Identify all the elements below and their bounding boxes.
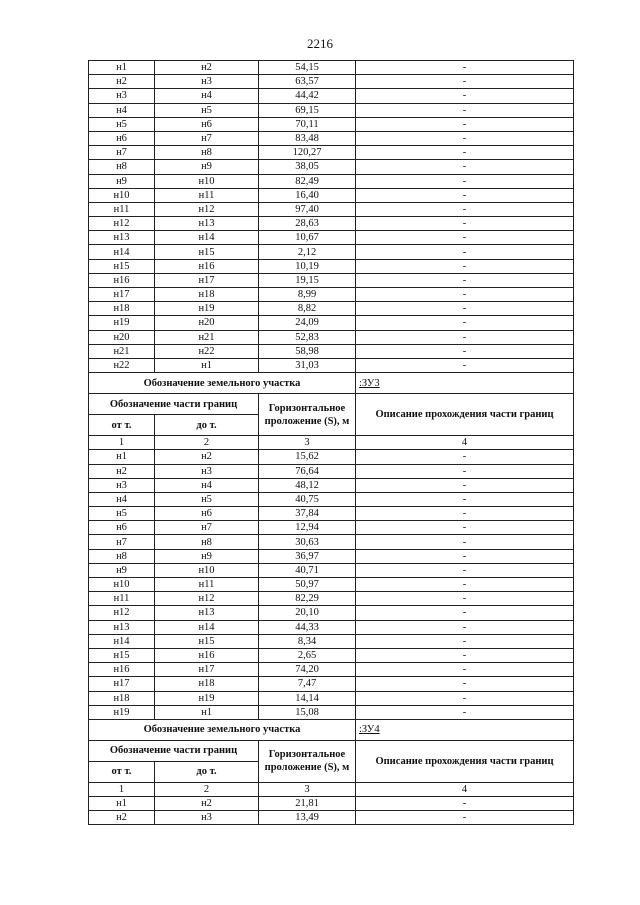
to-point-header: до т. <box>155 415 259 436</box>
to-point-cell: н12 <box>155 592 259 606</box>
description-cell: - <box>356 535 574 549</box>
to-point-cell: н1 <box>155 358 259 372</box>
description-cell: - <box>356 634 574 648</box>
distance-cell: 70,11 <box>259 117 356 131</box>
column-number: 2 <box>155 436 259 450</box>
to-point-cell: н7 <box>155 521 259 535</box>
description-cell: - <box>356 259 574 273</box>
from-point-cell: н18 <box>89 302 155 316</box>
plot-label: Обозначение земельного участка <box>89 719 356 740</box>
distance-cell: 54,15 <box>259 61 356 75</box>
table-row <box>89 677 574 691</box>
distance-cell: 97,40 <box>259 202 356 216</box>
description-cell: - <box>356 620 574 634</box>
from-point-cell: н1 <box>89 61 155 75</box>
from-point-cell: н6 <box>89 131 155 145</box>
distance-cell: 8,99 <box>259 288 356 302</box>
distance-cell: 37,84 <box>259 507 356 521</box>
table-row <box>89 648 574 662</box>
table-row <box>89 273 574 287</box>
from-point-cell: н2 <box>89 464 155 478</box>
from-point-cell: н17 <box>89 288 155 302</box>
from-point-cell: н20 <box>89 330 155 344</box>
description-header: Описание прохождения части границ <box>356 394 574 436</box>
from-point-cell: н16 <box>89 273 155 287</box>
description-cell: - <box>356 648 574 662</box>
table-row <box>89 344 574 358</box>
distance-cell: 31,03 <box>259 358 356 372</box>
description-cell: - <box>356 330 574 344</box>
from-point-cell: н3 <box>89 478 155 492</box>
part-of-boundary-header: Обозначение части границ <box>89 394 259 415</box>
description-cell: - <box>356 273 574 287</box>
table-row <box>89 146 574 160</box>
table-row <box>89 578 574 592</box>
to-point-cell: н1 <box>155 705 259 719</box>
table-row <box>89 691 574 705</box>
to-point-cell: н9 <box>155 549 259 563</box>
column-number-row <box>89 436 574 450</box>
to-point-cell: н10 <box>155 563 259 577</box>
to-point-cell: н15 <box>155 245 259 259</box>
distance-cell: 40,75 <box>259 492 356 506</box>
to-point-cell: н11 <box>155 188 259 202</box>
description-cell: - <box>356 507 574 521</box>
to-point-cell: н14 <box>155 620 259 634</box>
to-point-cell: н12 <box>155 202 259 216</box>
distance-cell: 8,34 <box>259 634 356 648</box>
distance-cell: 40,71 <box>259 563 356 577</box>
from-point-cell: н7 <box>89 146 155 160</box>
from-point-cell: н1 <box>89 797 155 811</box>
table-row <box>89 302 574 316</box>
column-number: 1 <box>89 436 155 450</box>
to-point-cell: н5 <box>155 103 259 117</box>
table-row <box>89 245 574 259</box>
distance-cell: 44,42 <box>259 89 356 103</box>
table-row <box>89 507 574 521</box>
to-point-cell: н8 <box>155 146 259 160</box>
from-point-cell: н5 <box>89 117 155 131</box>
from-point-cell: н8 <box>89 549 155 563</box>
distance-cell: 82,49 <box>259 174 356 188</box>
table-row <box>89 103 574 117</box>
table-row <box>89 521 574 535</box>
from-point-header: от т. <box>89 415 155 436</box>
from-point-cell: н18 <box>89 691 155 705</box>
table-row <box>89 492 574 506</box>
table-row <box>89 535 574 549</box>
description-cell: - <box>356 677 574 691</box>
to-point-cell: н13 <box>155 217 259 231</box>
from-point-cell: н21 <box>89 344 155 358</box>
description-cell: - <box>356 358 574 372</box>
description-cell: - <box>356 288 574 302</box>
table-row <box>89 811 574 825</box>
from-point-cell: н8 <box>89 160 155 174</box>
distance-cell: 50,97 <box>259 578 356 592</box>
from-point-cell: н6 <box>89 521 155 535</box>
to-point-cell: н17 <box>155 663 259 677</box>
to-point-cell: н2 <box>155 450 259 464</box>
to-point-cell: н19 <box>155 691 259 705</box>
to-point-cell: н6 <box>155 117 259 131</box>
to-point-cell: н3 <box>155 464 259 478</box>
table-row <box>89 231 574 245</box>
description-cell: - <box>356 174 574 188</box>
to-point-cell: н8 <box>155 535 259 549</box>
table-row <box>89 797 574 811</box>
from-point-cell: н13 <box>89 620 155 634</box>
from-point-header: от т. <box>89 761 155 782</box>
table-row <box>89 464 574 478</box>
distance-cell: 7,47 <box>259 677 356 691</box>
distance-cell: 8,82 <box>259 302 356 316</box>
description-cell: - <box>356 450 574 464</box>
table-row <box>89 316 574 330</box>
distance-cell: 74,20 <box>259 663 356 677</box>
table-row <box>89 61 574 75</box>
column-number: 3 <box>259 782 356 796</box>
description-cell: - <box>356 302 574 316</box>
from-point-cell: н2 <box>89 75 155 89</box>
distance-cell: 76,64 <box>259 464 356 478</box>
from-point-cell: н15 <box>89 259 155 273</box>
description-cell: - <box>356 188 574 202</box>
plot-code: :ЗУ4 <box>356 719 574 740</box>
column-number: 1 <box>89 782 155 796</box>
distance-cell: 120,27 <box>259 146 356 160</box>
description-cell: - <box>356 344 574 358</box>
to-point-cell: н5 <box>155 492 259 506</box>
plot-title-row <box>89 719 574 740</box>
page-number: 2216 <box>307 36 333 51</box>
to-point-cell: н10 <box>155 174 259 188</box>
column-number: 2 <box>155 782 259 796</box>
from-point-cell: н19 <box>89 316 155 330</box>
from-point-cell: н22 <box>89 358 155 372</box>
distance-cell: 14,14 <box>259 691 356 705</box>
description-cell: - <box>356 663 574 677</box>
description-header: Описание прохождения части границ <box>356 740 574 782</box>
to-point-cell: н14 <box>155 231 259 245</box>
description-cell: - <box>356 316 574 330</box>
plot-code: :ЗУ3 <box>356 373 574 394</box>
header-row <box>89 394 574 415</box>
from-point-cell: н3 <box>89 89 155 103</box>
table-row <box>89 592 574 606</box>
table-row <box>89 174 574 188</box>
boundary-table-body <box>89 61 574 825</box>
description-cell: - <box>356 160 574 174</box>
to-point-cell: н18 <box>155 288 259 302</box>
description-cell: - <box>356 61 574 75</box>
distance-cell: 69,15 <box>259 103 356 117</box>
from-point-cell: н11 <box>89 202 155 216</box>
description-cell: - <box>356 103 574 117</box>
from-point-cell: н9 <box>89 563 155 577</box>
to-point-cell: н4 <box>155 478 259 492</box>
distance-cell: 13,49 <box>259 811 356 825</box>
description-cell: - <box>356 691 574 705</box>
table-row <box>89 606 574 620</box>
distance-cell: 83,48 <box>259 131 356 145</box>
to-point-cell: н19 <box>155 302 259 316</box>
description-cell: - <box>356 89 574 103</box>
table-row <box>89 131 574 145</box>
to-point-cell: н22 <box>155 344 259 358</box>
to-point-cell: н18 <box>155 677 259 691</box>
distance-cell: 44,33 <box>259 620 356 634</box>
table-row <box>89 202 574 216</box>
distance-cell: 19,15 <box>259 273 356 287</box>
plot-title-row <box>89 373 574 394</box>
table-row <box>89 358 574 372</box>
distance-header: Горизонтальное проложение (S), м <box>259 394 356 436</box>
distance-cell: 30,63 <box>259 535 356 549</box>
distance-cell: 2,12 <box>259 245 356 259</box>
from-point-cell: н16 <box>89 663 155 677</box>
table-row <box>89 563 574 577</box>
table-row <box>89 288 574 302</box>
from-point-cell: н13 <box>89 231 155 245</box>
to-point-cell: н17 <box>155 273 259 287</box>
distance-cell: 48,12 <box>259 478 356 492</box>
header-row <box>89 740 574 761</box>
description-cell: - <box>356 549 574 563</box>
description-cell: - <box>356 464 574 478</box>
to-point-cell: н16 <box>155 648 259 662</box>
column-number-row <box>89 782 574 796</box>
from-point-cell: н12 <box>89 217 155 231</box>
table-row <box>89 450 574 464</box>
distance-cell: 10,67 <box>259 231 356 245</box>
from-point-cell: н14 <box>89 634 155 648</box>
description-cell: - <box>356 592 574 606</box>
from-point-cell: н9 <box>89 174 155 188</box>
description-cell: - <box>356 492 574 506</box>
table-row <box>89 217 574 231</box>
description-cell: - <box>356 202 574 216</box>
table-row <box>89 634 574 648</box>
description-cell: - <box>356 797 574 811</box>
distance-cell: 16,40 <box>259 188 356 202</box>
description-cell: - <box>356 606 574 620</box>
to-point-cell: н4 <box>155 89 259 103</box>
to-point-cell: н6 <box>155 507 259 521</box>
description-cell: - <box>356 705 574 719</box>
distance-cell: 20,10 <box>259 606 356 620</box>
description-cell: - <box>356 521 574 535</box>
distance-cell: 15,62 <box>259 450 356 464</box>
to-point-cell: н16 <box>155 259 259 273</box>
to-point-cell: н13 <box>155 606 259 620</box>
part-of-boundary-header: Обозначение части границ <box>89 740 259 761</box>
to-point-cell: н2 <box>155 61 259 75</box>
from-point-cell: н10 <box>89 578 155 592</box>
from-point-cell: н11 <box>89 592 155 606</box>
description-cell: - <box>356 811 574 825</box>
distance-cell: 38,05 <box>259 160 356 174</box>
from-point-cell: н12 <box>89 606 155 620</box>
from-point-cell: н4 <box>89 103 155 117</box>
boundary-table <box>88 60 574 825</box>
distance-cell: 58,98 <box>259 344 356 358</box>
from-point-cell: н4 <box>89 492 155 506</box>
table-row <box>89 620 574 634</box>
distance-cell: 28,63 <box>259 217 356 231</box>
table-row <box>89 75 574 89</box>
distance-cell: 15,08 <box>259 705 356 719</box>
table-row <box>89 160 574 174</box>
distance-cell: 63,57 <box>259 75 356 89</box>
description-cell: - <box>356 131 574 145</box>
table-row <box>89 549 574 563</box>
description-cell: - <box>356 231 574 245</box>
distance-cell: 21,81 <box>259 797 356 811</box>
plot-label: Обозначение земельного участка <box>89 373 356 394</box>
distance-header: Горизонтальное проложение (S), м <box>259 740 356 782</box>
table-row <box>89 330 574 344</box>
table-row <box>89 117 574 131</box>
from-point-cell: н10 <box>89 188 155 202</box>
distance-cell: 12,94 <box>259 521 356 535</box>
distance-cell: 52,83 <box>259 330 356 344</box>
from-point-cell: н15 <box>89 648 155 662</box>
from-point-cell: н1 <box>89 450 155 464</box>
column-number: 3 <box>259 436 356 450</box>
from-point-cell: н17 <box>89 677 155 691</box>
distance-cell: 82,29 <box>259 592 356 606</box>
description-cell: - <box>356 146 574 160</box>
to-point-cell: н11 <box>155 578 259 592</box>
to-point-cell: н20 <box>155 316 259 330</box>
description-cell: - <box>356 245 574 259</box>
distance-cell: 2,65 <box>259 648 356 662</box>
table-row <box>89 259 574 273</box>
description-cell: - <box>356 75 574 89</box>
description-cell: - <box>356 563 574 577</box>
table-row <box>89 705 574 719</box>
distance-cell: 10,19 <box>259 259 356 273</box>
table-row <box>89 188 574 202</box>
to-point-cell: н2 <box>155 797 259 811</box>
distance-cell: 36,97 <box>259 549 356 563</box>
to-point-cell: н3 <box>155 811 259 825</box>
description-cell: - <box>356 478 574 492</box>
from-point-cell: н2 <box>89 811 155 825</box>
to-point-header: до т. <box>155 761 259 782</box>
from-point-cell: н14 <box>89 245 155 259</box>
table-row <box>89 478 574 492</box>
description-cell: - <box>356 117 574 131</box>
to-point-cell: н21 <box>155 330 259 344</box>
to-point-cell: н3 <box>155 75 259 89</box>
from-point-cell: н19 <box>89 705 155 719</box>
distance-cell: 24,09 <box>259 316 356 330</box>
to-point-cell: н7 <box>155 131 259 145</box>
column-number: 4 <box>356 782 574 796</box>
to-point-cell: н15 <box>155 634 259 648</box>
to-point-cell: н9 <box>155 160 259 174</box>
column-number: 4 <box>356 436 574 450</box>
from-point-cell: н5 <box>89 507 155 521</box>
table-row <box>89 663 574 677</box>
from-point-cell: н7 <box>89 535 155 549</box>
description-cell: - <box>356 578 574 592</box>
description-cell: - <box>356 217 574 231</box>
table-row <box>89 89 574 103</box>
